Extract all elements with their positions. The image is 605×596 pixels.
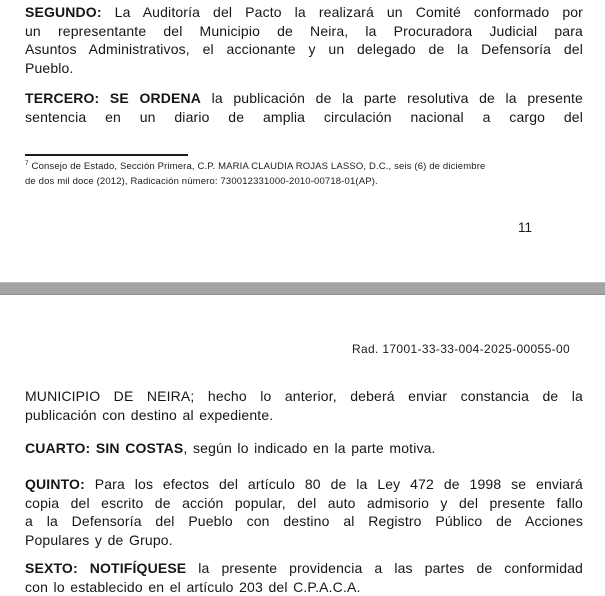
footnote-separator-rule: [25, 154, 188, 156]
text-line: [25, 406, 583, 425]
text-run: Asuntos Administrativos, el accionante y un delegado de la Defensoría del: [25, 41, 583, 58]
paragraph-cuarto: [25, 439, 583, 458]
paragraph-municipio: [25, 387, 583, 424]
text-line: [25, 494, 583, 513]
text-run: La Auditoría del Pacto la realizará un Comité conformado por: [101, 4, 583, 20]
text-line: [25, 59, 583, 78]
paragraph-quinto: [25, 475, 583, 549]
bold-run: SEXTO: NOTIFÍQUESE: [25, 560, 187, 576]
footnote: [25, 160, 570, 190]
text-run: Populares y de Grupo.: [25, 531, 173, 548]
paragraph-segundo: [25, 3, 583, 77]
bold-run: QUINTO:: [25, 476, 85, 492]
text-line: [25, 89, 583, 108]
text-line: [25, 475, 583, 494]
footnote-line: [25, 175, 570, 190]
text-run: Pueblo.: [25, 59, 74, 76]
text-line: [25, 512, 583, 531]
text-run: la publicación de la parte resolutiva de la presente: [201, 90, 583, 106]
footnote-marker: 7: [25, 159, 29, 167]
text-run: Para los efectos del artículo 80 de la Ley 472 de 1998 se enviará: [84, 476, 583, 492]
text-run: un representante del Municipio de Neira, la Procuradora Judicial para: [25, 22, 583, 39]
text-run: la presente providencia a las partes de conformidad: [186, 560, 583, 576]
text-run: a la Defensoría del Pueblo con destino al Registro Público de Acciones: [25, 513, 583, 530]
text-line: [25, 22, 583, 41]
paragraph-tercero: [25, 89, 583, 126]
text-line: [25, 559, 583, 578]
text-line: [25, 387, 583, 406]
page-number: 11: [517, 220, 532, 235]
bold-run: TERCERO: SE ORDENA: [25, 90, 202, 106]
radicado-header: Rad. 17001-33-33-004-2025-00055-00: [351, 342, 570, 356]
footnote-line: [25, 160, 570, 175]
text-run: con lo establecido en el artículo 203 del C.P.A.C.A.: [25, 578, 361, 595]
page-break-separator: [0, 282, 605, 295]
text-line: [25, 531, 583, 550]
text-line: [25, 578, 583, 596]
text-run: publicación con destino al expediente.: [25, 406, 274, 423]
text-line: [25, 3, 583, 22]
paragraph-sexto: [25, 559, 583, 596]
bold-run: CUARTO: SIN COSTAS: [25, 440, 184, 456]
text-run: , según lo indicado en la parte motiva.: [183, 440, 436, 456]
text-run: Consejo de Estado, Sección Primera, C.P. MARIA CLAUDIA ROJAS LASSO, D.C., seis (6) de diciembre: [28, 161, 486, 172]
text-run: sentencia en un diario de amplia circulación nacional a cargo del: [25, 108, 583, 125]
bold-run: SEGUNDO:: [25, 4, 102, 20]
text-run: MUNICIPIO DE NEIRA; hecho lo anterior, deberá enviar constancia de la: [25, 388, 583, 404]
text-run: copia del escrito de acción popular, del auto admisorio y del presente fallo: [25, 494, 583, 511]
text-line: [25, 108, 583, 127]
text-line: [25, 40, 583, 59]
text-run: de dos mil doce (2012), Radicación número: 730012331000-2010-00718-01(AP).: [25, 175, 378, 187]
text-line: [25, 439, 583, 458]
